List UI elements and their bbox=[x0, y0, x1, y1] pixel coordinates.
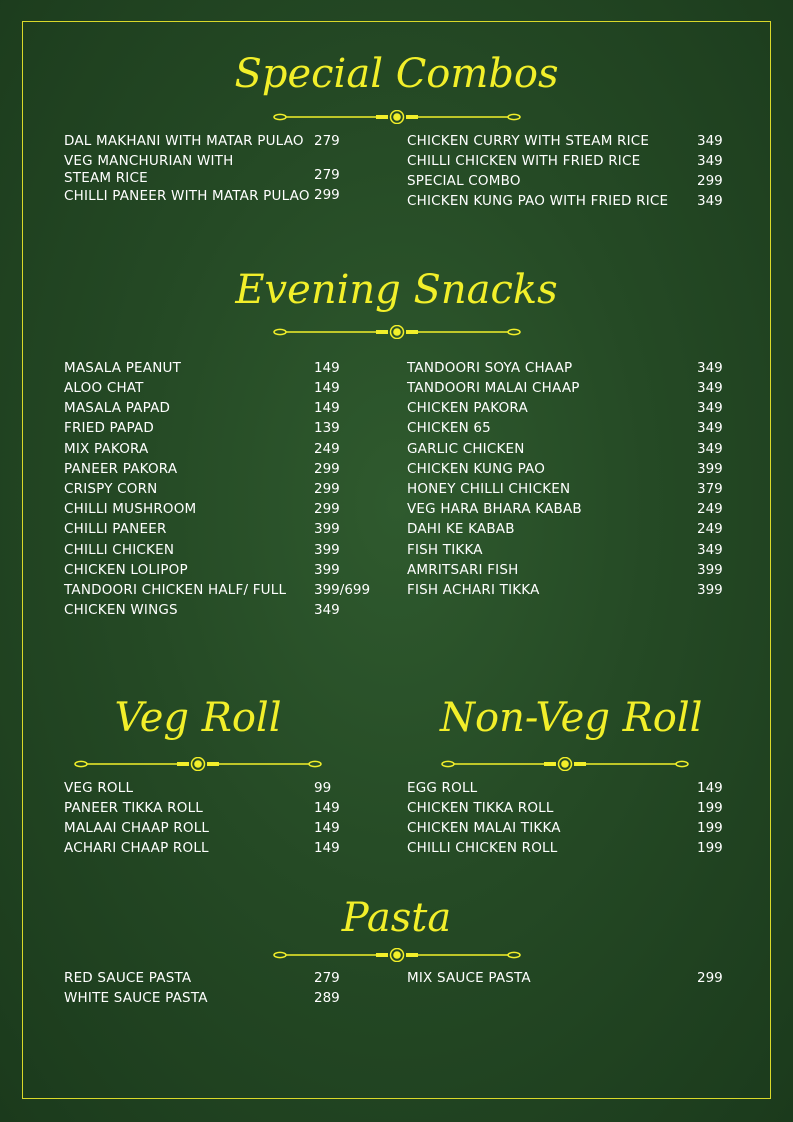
menu-item-price: 279 bbox=[314, 133, 340, 149]
menu-item-name: MALAAI CHAAP ROLL bbox=[64, 820, 210, 836]
menu-item-price: 399 bbox=[314, 562, 340, 578]
title-special-combos: Special Combos bbox=[234, 51, 559, 97]
menu-item-price: 399/699 bbox=[314, 582, 371, 598]
menu-item-name: FISH ACHARI TIKKA bbox=[407, 582, 540, 598]
menu-item-price: 349 bbox=[314, 602, 340, 618]
menu-item-price: 399 bbox=[697, 562, 723, 578]
menu-item-price: 299 bbox=[314, 481, 340, 497]
menu-item-name: TANDOORI MALAI CHAAP bbox=[407, 380, 580, 396]
menu-item-price: 349 bbox=[697, 380, 723, 396]
menu-item-name: ALOO CHAT bbox=[64, 380, 144, 396]
menu-item-name: MIX SAUCE PASTA bbox=[407, 970, 531, 986]
menu-item-price: 199 bbox=[697, 800, 723, 816]
menu-item-name: CHICKEN LOLIPOP bbox=[64, 562, 188, 578]
menu-item-price: 199 bbox=[697, 840, 723, 856]
menu-item-name: VEG MANCHURIAN WITH STEAM RICE bbox=[64, 153, 234, 186]
menu-item-name: FRIED PAPAD bbox=[64, 420, 154, 436]
ornament-divider bbox=[272, 110, 522, 124]
ornament-divider bbox=[440, 757, 690, 771]
menu-item-price: 349 bbox=[697, 400, 723, 416]
menu-item-name: PANEER TIKKA ROLL bbox=[64, 800, 204, 816]
menu-item-price: 299 bbox=[314, 501, 340, 517]
menu-item-name: HONEY CHILLI CHICKEN bbox=[407, 481, 571, 497]
menu-item-price: 279 bbox=[314, 167, 340, 183]
menu-item-name: FISH TIKKA bbox=[407, 542, 483, 558]
menu-item-name: CHICKEN PAKORA bbox=[407, 400, 528, 416]
menu-item-price: 299 bbox=[314, 461, 340, 477]
title-veg-roll: Veg Roll bbox=[114, 695, 282, 741]
menu-item-name: VEG HARA BHARA KABAB bbox=[407, 501, 582, 517]
menu-item-price: 349 bbox=[697, 420, 723, 436]
menu-item-name: CHICKEN 65 bbox=[407, 420, 491, 436]
menu-item-price: 99 bbox=[314, 780, 332, 796]
ornament-divider bbox=[272, 325, 522, 339]
menu-item-name: CHICKEN TIKKA ROLL bbox=[407, 800, 554, 816]
menu-item-price: 379 bbox=[697, 481, 723, 497]
menu-item-price: 289 bbox=[314, 990, 340, 1006]
menu-item-price: 399 bbox=[697, 582, 723, 598]
menu-item-price: 149 bbox=[314, 800, 340, 816]
menu-item-name: CHICKEN WINGS bbox=[64, 602, 178, 618]
menu-item-price: 249 bbox=[314, 441, 340, 457]
menu-item-name: DAHI KE KABAB bbox=[407, 521, 515, 537]
ornament-divider bbox=[272, 948, 522, 962]
menu-item-name: AMRITSARI FISH bbox=[407, 562, 519, 578]
menu-item-name: MASALA PEANUT bbox=[64, 360, 182, 376]
menu-item-name: CHILLI CHICKEN WITH FRIED RICE bbox=[407, 153, 641, 169]
menu-item-price: 249 bbox=[697, 521, 723, 537]
menu-item-price: 149 bbox=[314, 820, 340, 836]
menu-item-name: DAL MAKHANI WITH MATAR PULAO bbox=[64, 133, 304, 149]
menu-item-price: 199 bbox=[697, 820, 723, 836]
menu-item-name: CHILLI PANEER WITH MATAR PULAO bbox=[64, 188, 310, 204]
menu-item-name: WHITE SAUCE PASTA bbox=[64, 990, 208, 1006]
menu-item-price: 399 bbox=[697, 461, 723, 477]
menu-item-price: 399 bbox=[314, 521, 340, 537]
menu-item-name: TANDOORI CHICKEN HALF/ FULL bbox=[64, 582, 287, 598]
menu-item-name: CHICKEN MALAI TIKKA bbox=[407, 820, 561, 836]
menu-item-price: 249 bbox=[697, 501, 723, 517]
menu-item-price: 279 bbox=[314, 970, 340, 986]
menu-item-name: VEG ROLL bbox=[64, 780, 134, 796]
menu-item-name: CRISPY CORN bbox=[64, 481, 158, 497]
menu-item-name: EGG ROLL bbox=[407, 780, 478, 796]
menu-item-name: ACHARI CHAAP ROLL bbox=[64, 840, 209, 856]
title-pasta: Pasta bbox=[341, 895, 452, 941]
menu-item-price: 299 bbox=[697, 173, 723, 189]
menu-item-price: 349 bbox=[697, 133, 723, 149]
menu-item-price: 149 bbox=[314, 380, 340, 396]
menu-item-price: 149 bbox=[314, 400, 340, 416]
menu-item-name: CHICKEN KUNG PAO WITH FRIED RICE bbox=[407, 193, 669, 209]
menu-item-name: CHICKEN KUNG PAO bbox=[407, 461, 546, 477]
menu-item-name: PANEER PAKORA bbox=[64, 461, 178, 477]
menu-item-name: CHILLI MUSHROOM bbox=[64, 501, 197, 517]
menu-item-price: 149 bbox=[697, 780, 723, 796]
menu-item-price: 399 bbox=[314, 542, 340, 558]
menu-item-name: RED SAUCE PASTA bbox=[64, 970, 192, 986]
menu-item-price: 299 bbox=[314, 187, 340, 203]
menu-item-price: 139 bbox=[314, 420, 340, 436]
menu-item-price: 149 bbox=[314, 840, 340, 856]
menu-item-price: 349 bbox=[697, 360, 723, 376]
menu-item-price: 299 bbox=[697, 970, 723, 986]
menu-item-price: 349 bbox=[697, 193, 723, 209]
menu-item-price: 349 bbox=[697, 153, 723, 169]
menu-item-name: SPECIAL COMBO bbox=[407, 173, 521, 189]
title-non-veg-roll: Non-Veg Roll bbox=[440, 695, 703, 741]
menu-item-price: 349 bbox=[697, 542, 723, 558]
menu-item-name: CHILLI CHICKEN bbox=[64, 542, 175, 558]
menu-item-name: MIX PAKORA bbox=[64, 441, 149, 457]
menu-item-name: CHILLI CHICKEN ROLL bbox=[407, 840, 558, 856]
menu-item-name: CHILLI PANEER bbox=[64, 521, 167, 537]
ornament-divider bbox=[73, 757, 323, 771]
menu-item-name: MASALA PAPAD bbox=[64, 400, 171, 416]
menu-item-name: GARLIC CHICKEN bbox=[407, 441, 525, 457]
menu-item-name: TANDOORI SOYA CHAAP bbox=[407, 360, 573, 376]
title-evening-snacks: Evening Snacks bbox=[235, 267, 558, 313]
menu-item-name: CHICKEN CURRY WITH STEAM RICE bbox=[407, 133, 650, 149]
menu-item-price: 149 bbox=[314, 360, 340, 376]
menu-item-price: 349 bbox=[697, 441, 723, 457]
